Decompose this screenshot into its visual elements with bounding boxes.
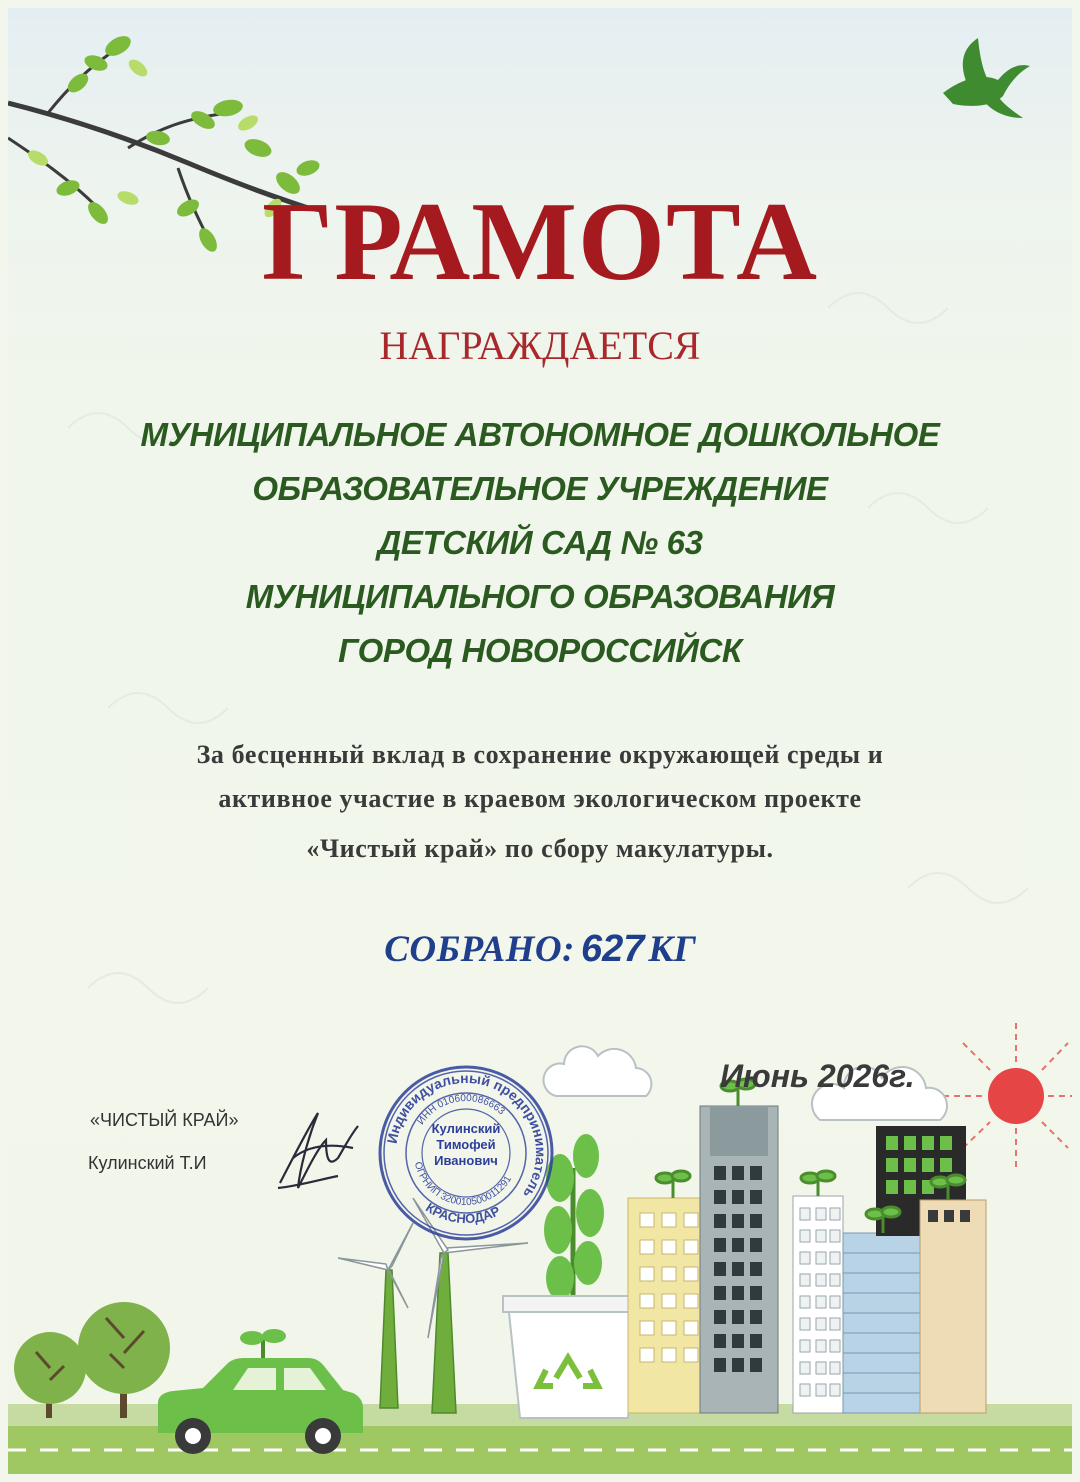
- collected-label: СОБРАНО:: [384, 929, 575, 970]
- recipient-line: МУНИЦИПАЛЬНОГО ОБРАЗОВАНИЯ: [245, 578, 835, 615]
- stamp-center-line: Кулинский: [431, 1121, 501, 1136]
- recipient-line: ДЕТСКИЙ САД № 63: [377, 524, 703, 561]
- certificate-date: Июнь 2026г.: [720, 1058, 915, 1094]
- certificate-subtitle: НАГРАЖДАЕТСЯ: [379, 323, 701, 368]
- recipient-line: ОБРАЗОВАТЕЛЬНОЕ УЧРЕЖДЕНИЕ: [252, 470, 828, 507]
- recipient-line: МУНИЦИПАЛЬНОЕ АВТОНОМНОЕ ДОШКОЛЬНОЕ: [140, 416, 940, 453]
- stamp-ring-text: Индивидуальный предприниматель: [383, 1069, 550, 1202]
- recipient-block: [8, 408, 1072, 678]
- handwritten-signature: [278, 1113, 358, 1188]
- certificate-page: [8, 8, 1072, 1474]
- reason-line: За бесценный вклад в сохранение окружающей среды и: [196, 740, 884, 769]
- recipient-line: ГОРОД НОВОРОССИЙСК: [338, 632, 742, 669]
- collected-unit: КГ: [648, 929, 696, 970]
- signatory-name: Кулинский Т.И: [88, 1153, 207, 1173]
- stamp-center-line: Тимофей: [436, 1137, 496, 1152]
- reason-line: «Чистый край» по сбору макулатуры.: [306, 834, 774, 863]
- collected-value: 627: [580, 928, 645, 970]
- signatory-organization: «ЧИСТЫЙ КРАЙ»: [90, 1110, 239, 1130]
- stamp-center-text: [376, 1121, 556, 1169]
- bird-decoration: [943, 38, 1030, 118]
- trees-decoration: [14, 1302, 170, 1418]
- certificate-title: ГРАМОТА: [261, 180, 819, 304]
- city-buildings-decoration: [628, 1079, 986, 1413]
- official-stamp: [376, 1063, 556, 1243]
- award-reason: [8, 733, 1072, 871]
- stamp-ogrnip: ОГРНИП 320010500011291: [411, 1160, 515, 1209]
- reason-line: активное участие в краевом экологическом проекте: [218, 784, 862, 813]
- collected-amount: [8, 930, 1072, 968]
- stamp-inn: ИНН 010600086663: [415, 1092, 507, 1127]
- stamp-city: КРАСНОДАР: [423, 1199, 503, 1227]
- stamp-center-line: Иванович: [434, 1153, 498, 1168]
